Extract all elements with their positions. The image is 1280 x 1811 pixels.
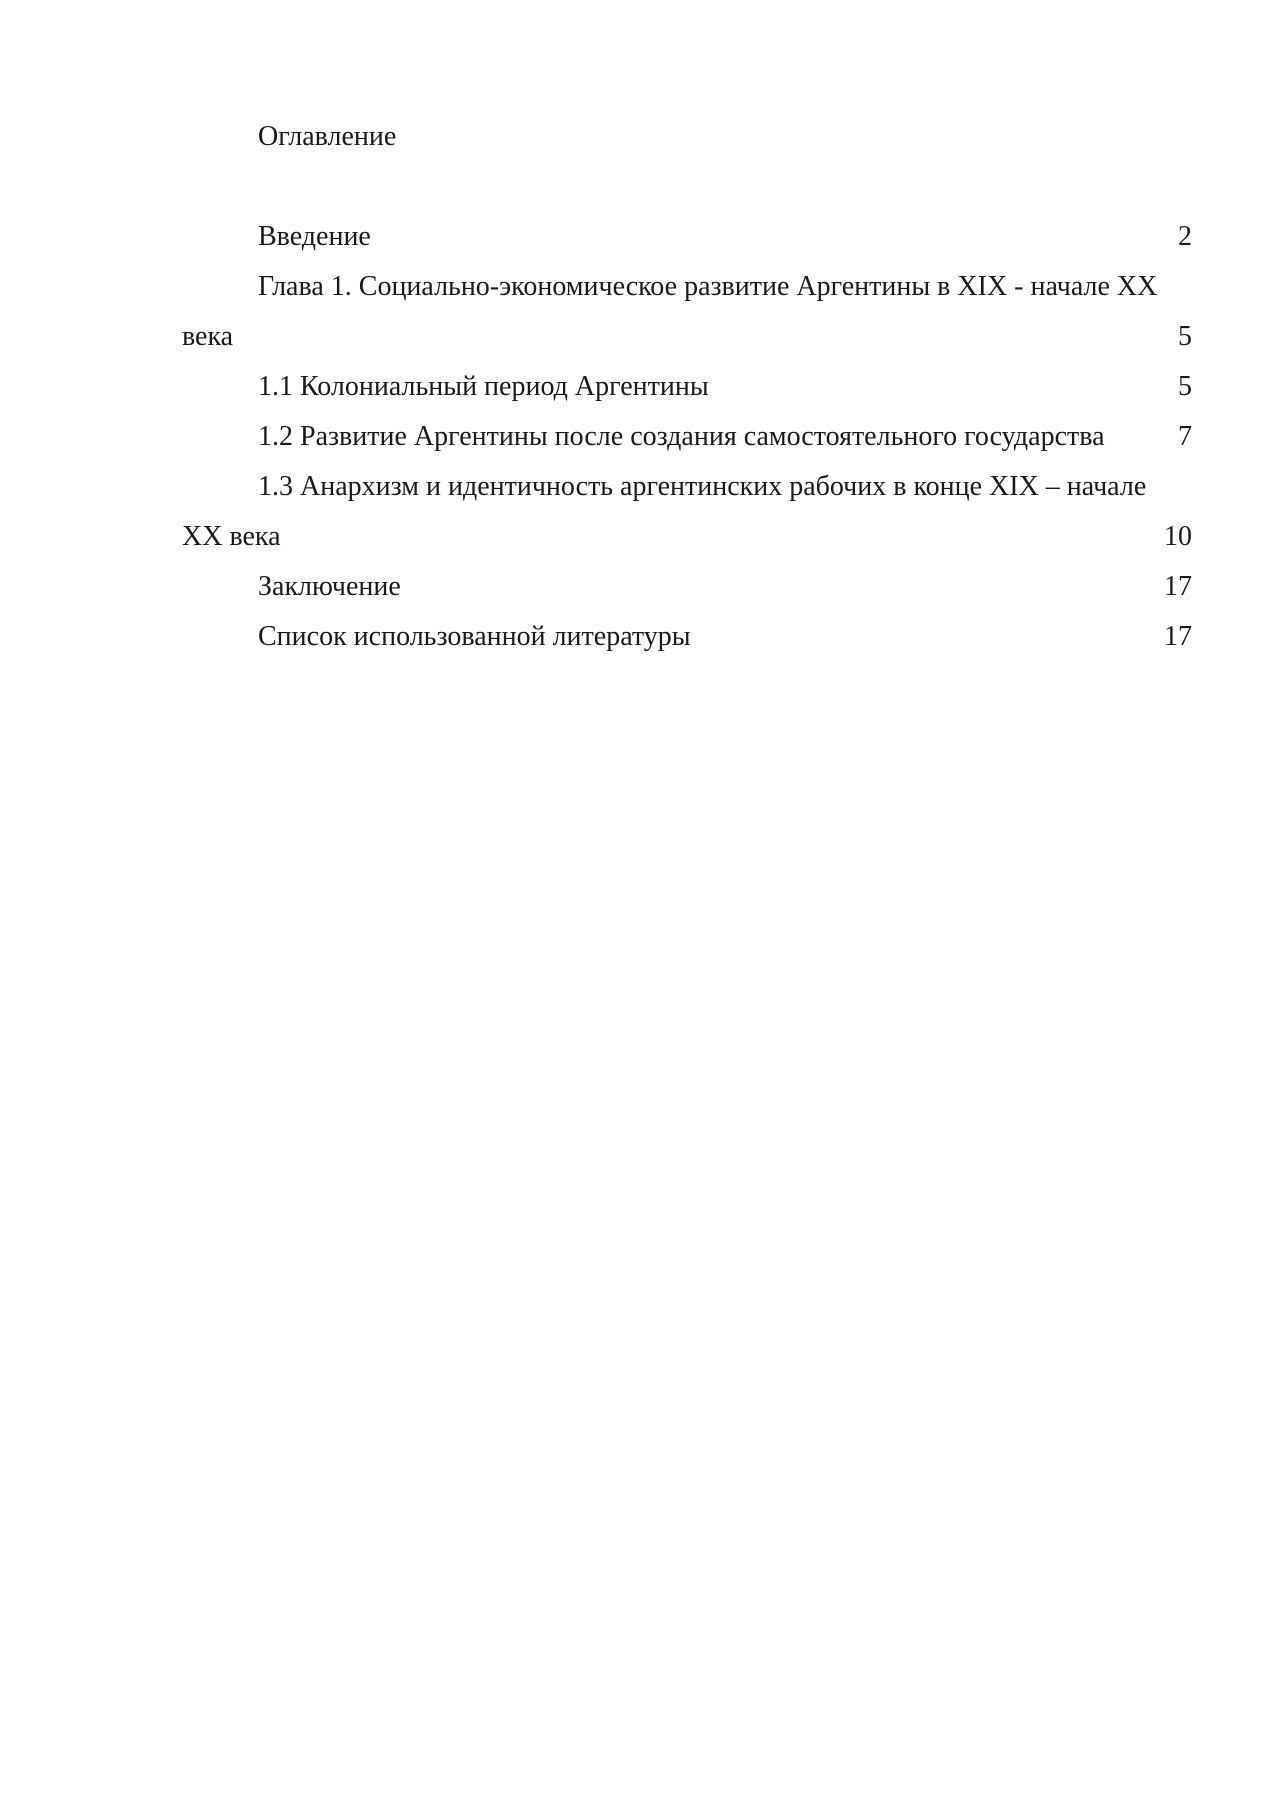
toc-entry-page: 17 — [1164, 571, 1192, 602]
toc-entry-text: 1.3 Анархизм и идентичность аргентинских рабочих в конце XIX – начале XX века — [182, 471, 1147, 552]
toc-entry-introduction[interactable] — [182, 212, 1192, 262]
toc-entry-page: 7 — [1178, 421, 1192, 452]
toc-entry-bibliography[interactable] — [182, 612, 1192, 662]
toc-entry-page: 2 — [1178, 221, 1192, 252]
toc-entry-page: 10 — [1164, 521, 1192, 552]
toc-entry-text: 1.1 Колониальный период Аргентины — [258, 371, 709, 402]
toc-entry-page: 17 — [1164, 621, 1192, 652]
toc-entry-text: 1.2 Развитие Аргентины после создания самостоятельного государства — [258, 421, 1105, 452]
toc-heading: Оглавление — [258, 121, 397, 152]
toc-entry-text: Глава 1. Социально-экономическое развитие Аргентины в XIX - начале XX века — [182, 271, 1158, 352]
toc-entry-conclusion[interactable] — [182, 562, 1192, 612]
toc-entry-text: Введение — [258, 221, 371, 252]
table-of-contents — [182, 112, 1192, 662]
toc-entry-page: 5 — [1178, 371, 1192, 402]
toc-entry-text: Заключение — [258, 571, 401, 602]
toc-entry-page: 5 — [1178, 321, 1192, 352]
toc-entry-section-1-3[interactable] — [182, 462, 1192, 562]
toc-entry-section-1-1[interactable] — [182, 362, 1192, 412]
toc-entry-text: Список использованной литературы — [258, 621, 691, 652]
toc-entry-section-1-2[interactable] — [182, 412, 1192, 462]
toc-entry-chapter-1[interactable] — [182, 262, 1192, 362]
